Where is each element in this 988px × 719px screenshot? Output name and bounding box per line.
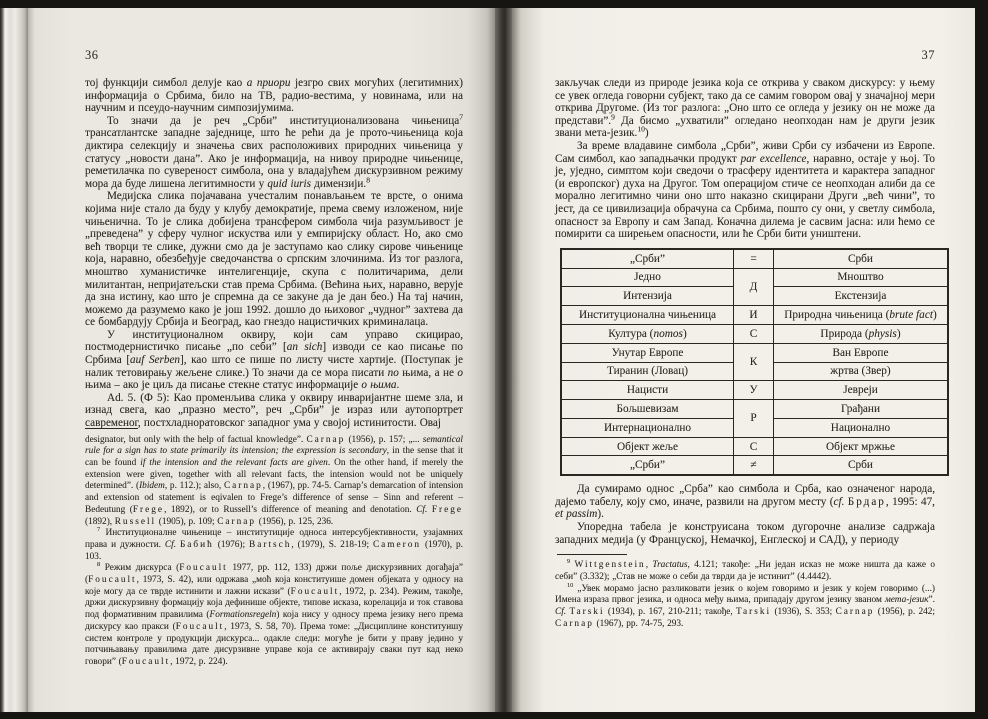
table-cell-left: Интензија	[561, 287, 734, 306]
table-row	[561, 306, 948, 325]
table-cell-right: Грађани	[774, 400, 949, 419]
body-paragraph: За време владавине симбола „Срби”, живи Срби су избачени из Европе. Сам симбол, као западњачки продукт par excellence, наравно, остаје у њој. То је, уједно, симптом који сведочи о трасферу идентитета и карактера западног (и европског) духа на Другог. Том операцијом стиче се неопходан алиби да се морално легитимно чини оно што наказно скицирани Други „већ чини”, то јест, да се цивилизација обрачуна са Србима, пошто су они, у светлу симбола, опасност за Европу и сам Запад. Коначна дилема је сасвим јасна: или ћемо се помирити са ширењем опасности, или ће Срби бити уништени.	[555, 139, 936, 241]
table-cell-relation: Д	[734, 268, 774, 306]
symbol-comparison-table	[560, 248, 949, 477]
table-row	[561, 268, 948, 287]
footnote-10: $^{10}$ „Увек морамо јасно разликовати језик о којем говоримо и језик у којем говоримо (...) Имена израза првог језика, и односа међу њима, припадају другом језику званом мета-језик”. Cf. Tarski (1934), p. 167, 210-211; такође, Tarski (1936), S. 353; Carnap (1956), p. 242; Carnap (1967), pp. 74-75, 293.	[555, 581, 936, 629]
table-cell-relation: ≠	[734, 456, 774, 475]
table-cell-left: Нацисти	[561, 381, 734, 400]
table-cell-right: жртва (Звер)	[774, 362, 949, 381]
table-cell-left: Интернационално	[561, 418, 734, 437]
page-number-left: 36	[85, 48, 99, 62]
table-row	[561, 437, 948, 456]
table-cell-left: Култура (nomos)	[561, 324, 734, 343]
table-cell-right: Срби	[774, 456, 949, 475]
page-edge-stack	[0, 8, 28, 712]
body-paragraph: Да сумирамо однос „Срба” као симбола и Срба, као означеног народа, дајемо табелу, коју смо, иначе, развили на другом месту (cf. Брдар, 1995: 47, et passim).	[555, 483, 935, 521]
table-cell-left: Објект жеље	[561, 437, 734, 456]
scan-border-top	[0, 0, 988, 8]
footnotes-left	[85, 435, 463, 669]
table-cell-right: Мноштво	[774, 268, 949, 287]
table-cell-right: Јевреји	[774, 381, 949, 400]
footnote-8: $^8$ Режим дискурса (Foucault 1977, pp. 112, 133) држи поље дискурзивних догађаја” (Foucault, 1973, S. 42), или одржава „моћ која конституише домен објеката у односу на које могу да се тврде истинити и лажни искази” (Foucault, 1972, p. 234). Режим, такође, држи дискурзивну формацију која дефинише објекте, типове исказа, корелација и ток ставова под формативним правилима (Formationsregeln) која нису у односу према језику него према дискурсу као пракси (Foucault, 1973, S. 58, 70). Према томе: „Дисциплине конституишу систем контроле у продукцији дискурса... одакле следи: могуће је бити у праву једино у потчињавању правилима дате дисурзивне управе која се активирају сваки пут кад неко говори” (Foucault, 1972, p. 224).	[85, 561, 463, 667]
page-number-right: 37	[921, 48, 935, 62]
page-right-content	[555, 48, 935, 630]
table-cell-left: Бољшевизам	[561, 400, 734, 419]
body-paragraph: закључак следи из природе језика која се открива у сваком дискурсу: у њему се увек огледа говорни субјект, тако да се самим говором овај у значајној мери открива Другоме. (Из тог разлога: „Оно што се огледа у језику он не може да представи”.$^9$ Да бисмо „ухватили” огледано неопходан нам је други језик звани мета-језик.$^{10}$)	[555, 77, 935, 140]
footnote-continuation: designator, but only with the help of factual knowledge”. Carnap (1956), p. 157; „... semantical rule for a sign has to state primarily its intension; the expression is secondary, in the sense that it can be found if the intension and the relevant facts are given. On the other hand, if merely the extension were given, together with all relevant facts, the intension would not be uniquely determined”. (Ibidem, p. 112.); also, Carnap, (1967), pp. 74-5. Carnap’s demarcation of intension and extension od statement is eqivalen to Frege’s difference of sense – Sinn and referent – Bedeutung (Frege, 1892), or to Russell’s difference of meaning and denotation. Cf. Frege (1892), Russell (1905), p. 109; Carnap (1956), p. 125, 236.	[85, 434, 464, 527]
table-cell-right: Природа (physis)	[774, 324, 949, 343]
book-gutter	[495, 8, 512, 712]
table-cell-relation: С	[734, 437, 774, 456]
table-cell-relation: С	[734, 324, 774, 343]
table-cell-left: Институционална чињеница	[561, 306, 734, 325]
table-cell-left: Тиранин (Ловац)	[561, 362, 734, 381]
table-cell-left: „Срби”	[561, 249, 734, 268]
symbol-table-body	[561, 249, 948, 476]
footnotes-right	[555, 560, 935, 630]
table-cell-left: Унутар Европе	[561, 343, 734, 362]
table-row	[561, 324, 948, 343]
footnote-7: $^7$ Институционалне чињенице – институтиције односа интерсубјективности, узајамних права и дужности. Cf. Бабић (1976); Bartsch, (1979), S. 218-19; Cameron (1970), p. 103.	[85, 526, 463, 562]
table-cell-left: „Срби”	[561, 456, 734, 475]
table-row	[561, 400, 948, 419]
table-row	[561, 381, 948, 400]
body-paragraph: То значи да је реч „Срби” институционализована чињеница$^7$ трансатлантске западне заједнице, што ће рећи да је прото-чињеница која диктира селекцију и значења свих расположивих природних чињеница у статусу „новости дана”. Ако је информација, на нивоу природне чињенице, реметилачка по сувереност симбола, она у владајућем дискурзивном режиму мора да буде лишена легитимности у quid iuris димензији.$^8$	[85, 112, 463, 190]
table-cell-right: Објект мржње	[774, 437, 949, 456]
table-cell-right: Екстензија	[774, 287, 949, 306]
table-cell-relation: У	[734, 381, 774, 400]
page-left-content	[85, 48, 463, 669]
footnote-separator	[557, 554, 627, 555]
page-right	[512, 8, 975, 712]
scan-border-bottom	[0, 712, 988, 719]
table-cell-right: Срби	[774, 249, 949, 268]
body-paragraph: У институционалном оквиру, који сам управо скицирао, постмодернистичко писање „по себи” [an sich] изводи се као писање по Србима [auf Serben], као што се пише по листу чисте хартије. (Поступак је налик тетовирању жељене слике.) То значи да се мора писати по њима, а не о њима – ако је циљ да писање стекне статус информације о њима.	[85, 328, 464, 392]
page-left	[28, 8, 495, 712]
table-cell-right: Природна чињеница (brute fact)	[774, 306, 949, 325]
table-cell-right: Национално	[774, 418, 949, 437]
table-cell-left: Једно	[561, 268, 734, 287]
scan-border-right	[975, 0, 988, 719]
body-paragraph: Медијска слика појачавана учесталим понављањем те врсте, о онима којима није стало да буду у клубу демократије, према свему изложеном, није чињенична. То је слика добијена трансфером симбола чија разумљивост је „преведена” у сферу чулног искуства или у емпиријску област. Но, ако смо већ творци те слике, дужни смо да је заступамо као слику сирове чињенице која, наравно, обезбеђује сведочанства о српским злочинима. Из тог разлога, мноштво хуманистичке интелигенције, скупа с политичарима, дели милитантан, непријатељски став према Србима. (Већина њих, наравно, верује да зна истину, као што је спремна да се закуне да је дан бео.) На тај начин, можемо да разумемо како је још 1992. дошло до њиховог „чудног” захтева да се бомбардују Србија и Београд, као гнездо нацистичких криминалаца.	[85, 190, 463, 329]
body-paragraph: Ad. 5. (Ф 5): Као променљива слика у оквиру инваријантне шеме зла, и изнад свега, као „празно место”, реч „Срби” је израз или аутопортрет савременог, постхладноратовског западног ума у својој истинитости. Овај	[85, 391, 463, 430]
table-row	[561, 249, 948, 268]
table-cell-relation: К	[734, 343, 774, 381]
table-row	[561, 456, 948, 475]
table-cell-relation: Р	[734, 400, 774, 438]
table-cell-right: Ван Европе	[774, 343, 949, 362]
body-paragraph: тој функцији симбол делује као а приори језгро свих могућих (легитимних) информација о Србима, било на ТВ, радио-вестима, у новинама, или на научним и псеудо-научним симпозијумима.	[85, 77, 463, 115]
table-row	[561, 343, 948, 362]
footnote-9: $^9$ Wittgenstein, Tractatus, 4.121; такође: „Ни један исказ не може ништа да каже о себи” (3.332); „Став не може о себи да тврди да је истинит” (4.4442).	[555, 558, 936, 582]
body-paragraph: Упоредна табела је конструисана током дугорочне анализе садржаја западних медија (у Француској, Немачкој, Енглеској и САД), у периоду	[555, 521, 935, 546]
table-cell-relation: =	[734, 249, 774, 268]
table-cell-relation: И	[734, 306, 774, 325]
